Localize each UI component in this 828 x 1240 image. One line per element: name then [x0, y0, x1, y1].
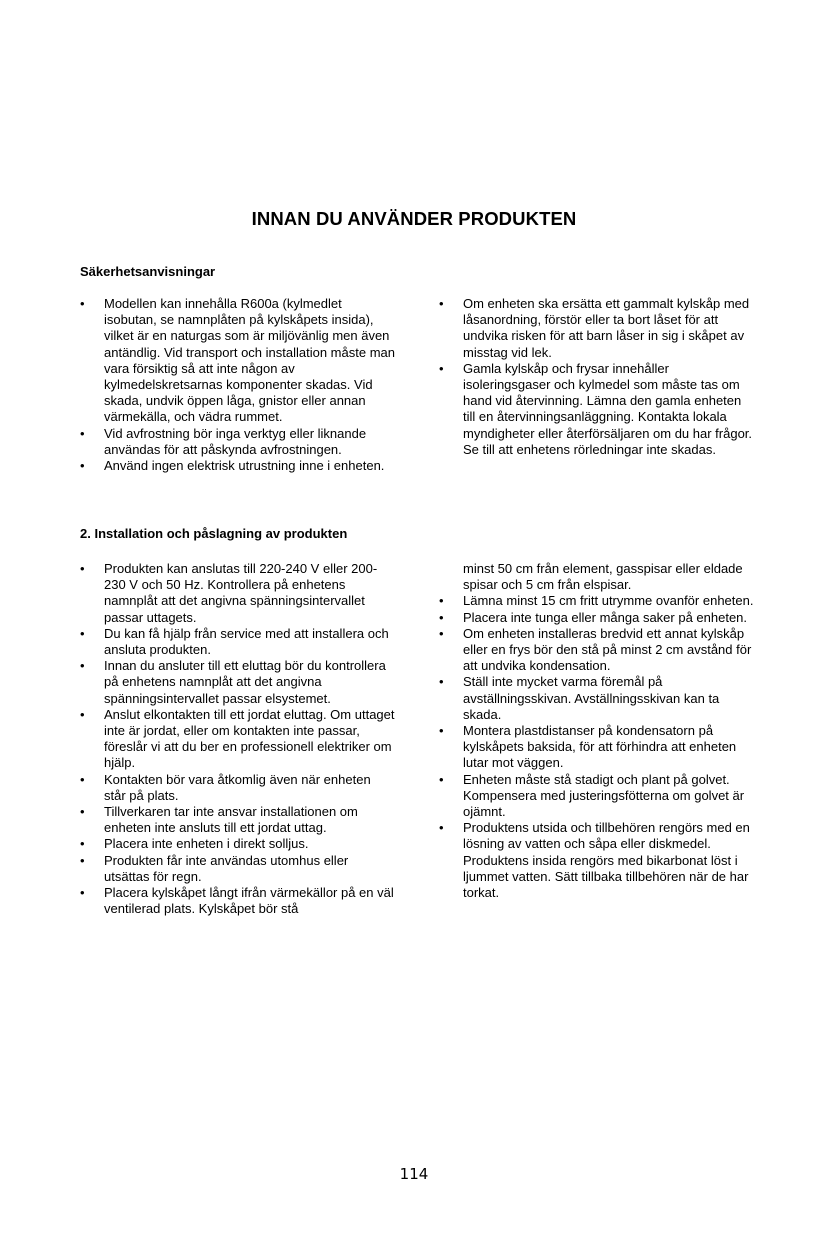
list-item: • Gamla kylskåp och frysar innehåller isoleringsgaser och kylmedel som måste tas om hand vid återvinning. Lämna den gamla enheten till en återvinningsanläggning. Kontakta lokala myndigheter eller återförsäljaren om du har frågor. Se till att enhetens rörledningar inte skadas.: [439, 361, 754, 458]
list-item: • Kontakten bör vara åtkomlig även när enheten står på plats.: [80, 772, 395, 804]
safety-right-column: [439, 296, 754, 458]
page-number: 114: [399, 1165, 429, 1183]
installation-right-column: [439, 561, 754, 901]
section-heading-installation: [80, 526, 347, 541]
list-item: • Placera inte enheten i direkt solljus.: [80, 836, 395, 852]
installation-left-column: [80, 561, 395, 917]
list-item: • Tillverkaren tar inte ansvar installationen om enheten inte ansluts till ett jordat uttag.: [80, 804, 395, 836]
list-item: • Montera plastdistanser på kondensatorn på kylskåpets baksida, för att förhindra att enheten lutar mot väggen.: [439, 723, 754, 772]
section-heading-safety: Säkerhetsanvisningar: [80, 264, 216, 279]
list-item: • Produkten får inte användas utomhus eller utsättas för regn.: [80, 853, 395, 885]
installation-left-list: [80, 561, 395, 917]
list-item: • Placera inte tunga eller många saker på enheten.: [439, 610, 754, 626]
list-item: • Innan du ansluter till ett eluttag bör du kontrollera på enhetens namnplåt att det angivna spänningsintervallet passar elsystemet.: [80, 658, 395, 707]
list-item-continuation: minst 50 cm från element, gasspisar eller eldade spisar och 5 cm från elspisar.: [463, 561, 743, 593]
safety-left-list: [80, 296, 395, 474]
list-item: • Lämna minst 15 cm fritt utrymme ovanför enheten.: [439, 593, 754, 609]
installation-right-list: [439, 593, 754, 901]
list-item: • Vid avfrostning bör inga verktyg eller liknande användas för att påskynda avfrostningen.: [80, 426, 395, 458]
list-item: • Enheten måste stå stadigt och plant på golvet. Kompensera med justeringsfötterna om golvet är ojämnt.: [439, 772, 754, 821]
list-item: • Om enheten installeras bredvid ett annat kylskåp eller en frys bör den stå på minst 2 cm avstånd för att undvika kondensation.: [439, 626, 754, 675]
safety-right-list: [439, 296, 754, 458]
list-item: • Produkten kan anslutas till 220-240 V eller 200-230 V och 50 Hz. Kontrollera på enhetens namnplåt att det angivna spänningsintervallet passar uttagets.: [80, 561, 395, 626]
list-item: • Produktens utsida och tillbehören rengörs med en lösning av vatten och såpa eller diskmedel. Produktens insida rengörs med bikarbonat löst i ljummet vatten. Sätt tillbaka tillbehören när de har torkat.: [439, 820, 754, 901]
list-item: • Du kan få hjälp från service med att installera och ansluta produkten.: [80, 626, 395, 658]
section-title: . Installation och påslagning av produkten: [87, 526, 348, 541]
safety-left-column: [80, 296, 395, 474]
list-item: • Ställ inte mycket varma föremål på avställningsskivan. Avställningsskivan kan ta skada.: [439, 674, 754, 723]
page-title: INNAN DU ANVÄNDER PRODUKTEN: [251, 208, 577, 229]
list-item: • Placera kylskåpet långt ifrån värmekällor på en väl ventilerad plats. Kylskåpet bör stå: [80, 885, 395, 917]
section-number: 2: [80, 526, 88, 541]
list-item: • Anslut elkontakten till ett jordat eluttag. Om uttaget inte är jordat, eller om kontakten inte passar, föreslår vi att du ber en professionell elektriker om hjälp.: [80, 707, 395, 772]
list-item: • Om enheten ska ersätta ett gammalt kylskåp med låsanordning, förstör eller ta bort låset för att undvika risken för att barn låser in sig i skåpet av misstag vid lek.: [439, 296, 754, 361]
list-item: • Modellen kan innehålla R600a (kylmedlet isobutan, se namnplåten på kylskåpets insida), vilket är en naturgas som är miljövänlig men även antändlig. Vid transport och installation måste man vara försiktig så att inte någon av kylmedelskretsarnas komponenter skadas. Vid skada, undvik öppen låga, gnistor eller annan värmekälla, och vädra rummet.: [80, 296, 395, 426]
list-item: • Använd ingen elektrisk utrustning inne i enheten.: [80, 458, 395, 474]
